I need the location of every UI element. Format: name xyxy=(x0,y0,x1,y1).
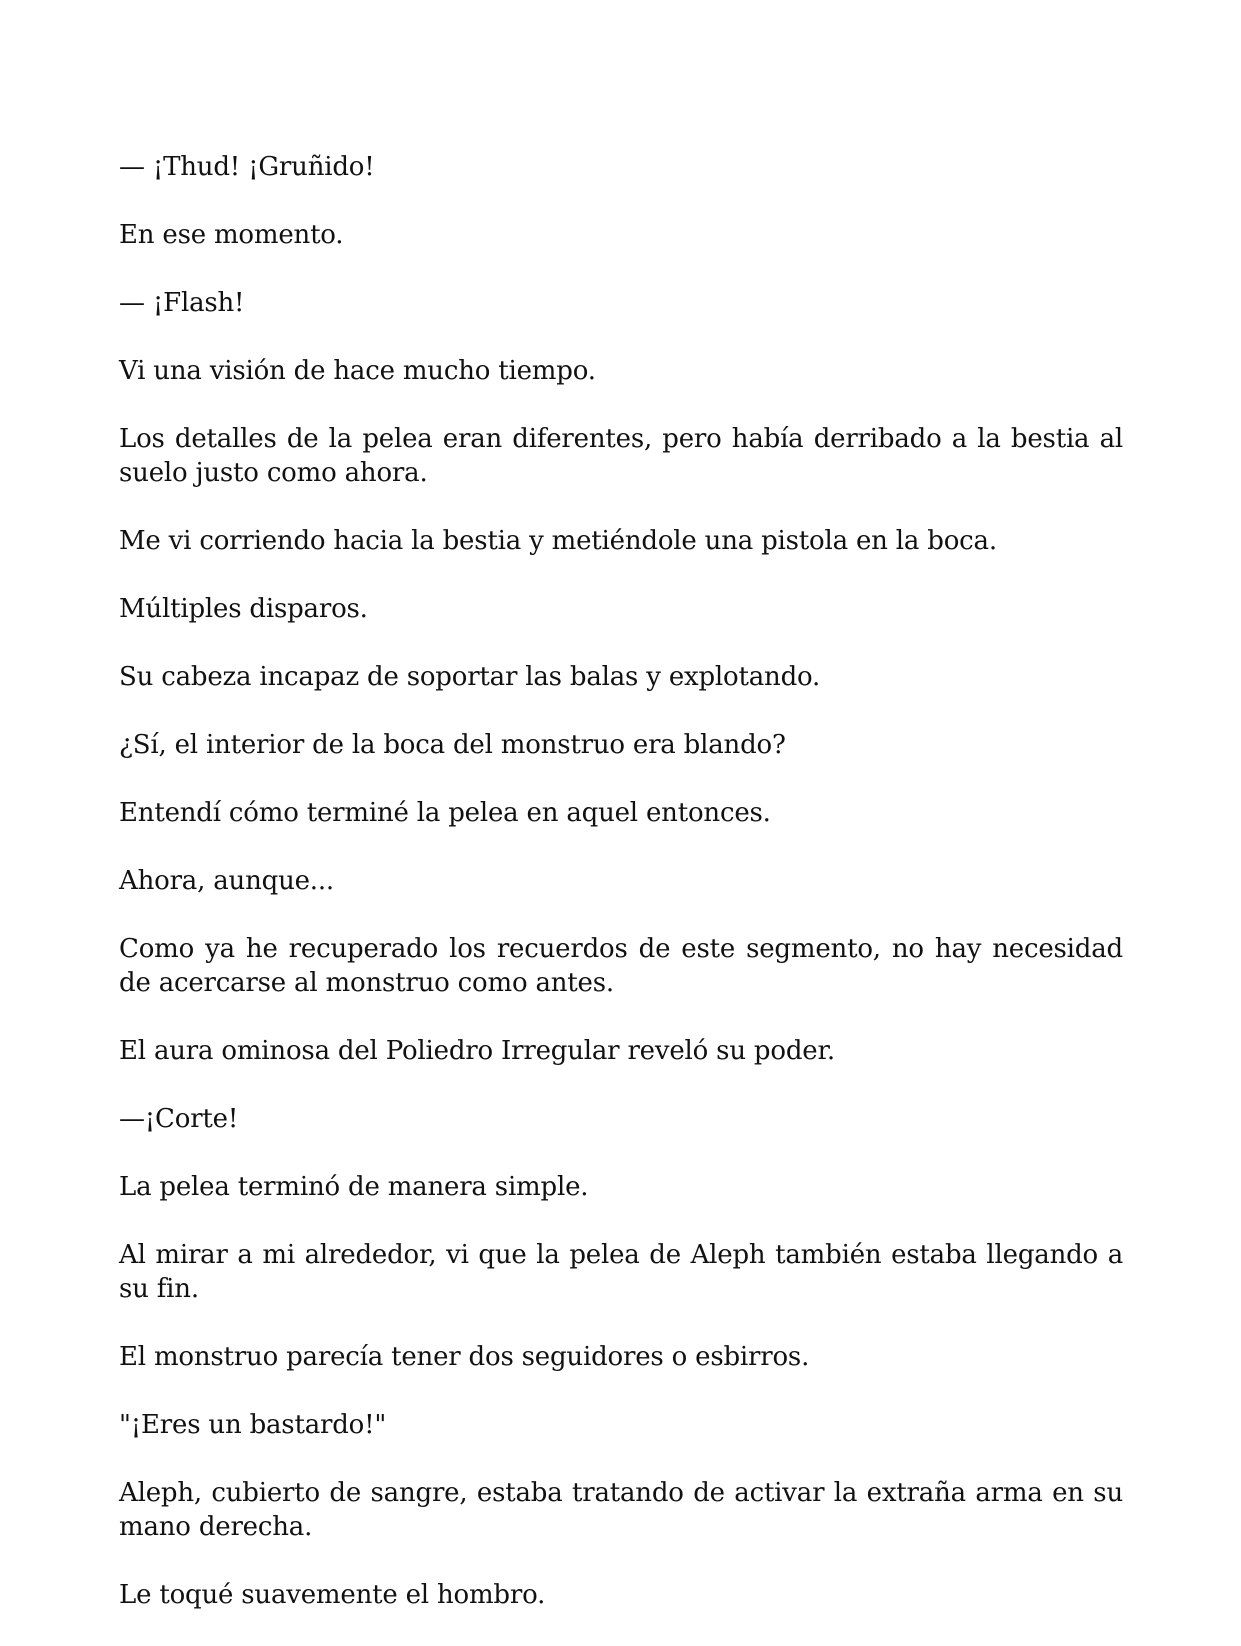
paragraph: Entendí cómo terminé la pelea en aquel entonces. xyxy=(119,798,771,828)
paragraph: Su cabeza incapaz de soportar las balas y explotando. xyxy=(119,662,821,692)
paragraph: Como ya he recuperado los recuerdos de este segmento, no hay necesidad de acercarse al monstruo como antes. xyxy=(119,934,1123,998)
paragraph: "¡Eres un bastardo!" xyxy=(119,1410,387,1440)
paragraph: — ¡Flash! xyxy=(119,288,245,318)
paragraph: Múltiples disparos. xyxy=(119,594,368,624)
paragraph: Vi una visión de hace mucho tiempo. xyxy=(119,356,596,386)
paragraph: La pelea terminó de manera simple. xyxy=(119,1172,589,1202)
paragraph: El aura ominosa del Poliedro Irregular reveló su poder. xyxy=(119,1036,835,1066)
document-page xyxy=(119,150,1123,1646)
paragraph: Al mirar a mi alrededor, vi que la pelea de Aleph también estaba llegando a su fin. xyxy=(119,1240,1123,1304)
paragraph: Ahora, aunque... xyxy=(119,866,334,896)
paragraph: —¡Corte! xyxy=(119,1104,239,1134)
paragraph: Aleph, cubierto de sangre, estaba tratando de activar la extraña arma en su mano derecha. xyxy=(119,1478,1123,1542)
paragraph: Le toqué suavemente el hombro. xyxy=(119,1580,546,1610)
paragraph: — ¡Thud! ¡Gruñido! xyxy=(119,152,375,182)
paragraph: Me vi corriendo hacia la bestia y metiéndole una pistola en la boca. xyxy=(119,526,997,556)
paragraph: El monstruo parecía tener dos seguidores o esbirros. xyxy=(119,1342,810,1372)
paragraph: En ese momento. xyxy=(119,220,344,250)
paragraph: Los detalles de la pelea eran diferentes, pero había derribado a la bestia al suelo justo como ahora. xyxy=(119,424,1123,488)
paragraph: ¿Sí, el interior de la boca del monstruo era blando? xyxy=(119,730,786,760)
